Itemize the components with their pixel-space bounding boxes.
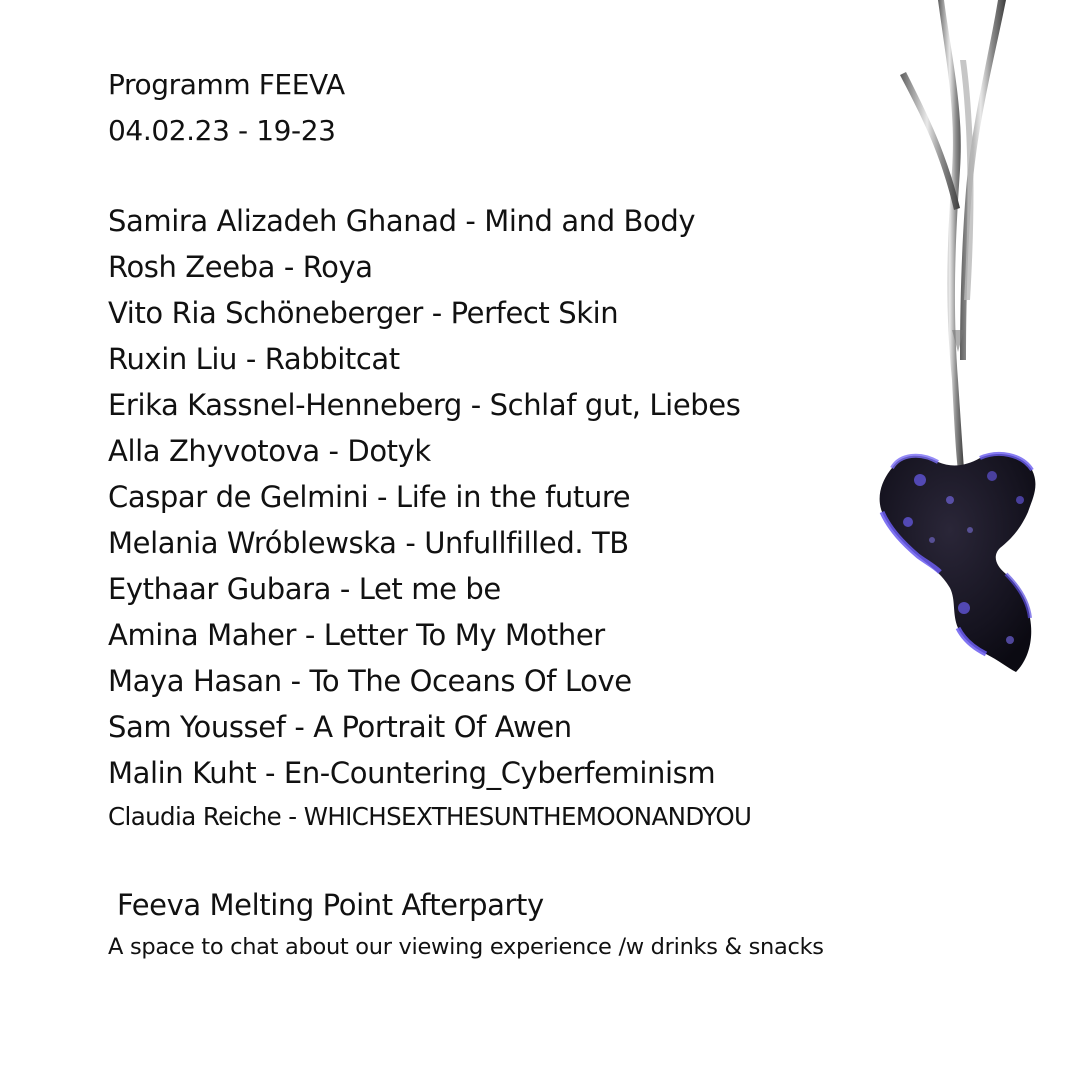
program-item: Rosh Zeeba - Roya [108,250,373,284]
afterparty-title: Feeva Melting Point Afterparty [117,888,544,922]
program-item: Caspar de Gelmini - Life in the future [108,480,631,514]
program-item: Claudia Reiche - WHICHSEXTHESUNTHEMOONANDYOU [108,802,752,831]
poster-title: Programm FEEVA [108,68,345,101]
program-item: Melania Wróblewska - Unfullfilled. TB [108,526,629,560]
program-item: Eythaar Gubara - Let me be [108,572,501,606]
program-item: Ruxin Liu - Rabbitcat [108,342,400,376]
program-item: Amina Maher - Letter To My Mother [108,618,605,652]
rock-sculpture-illustration [860,0,1080,700]
program-item: Sam Youssef - A Portrait Of Awen [108,710,572,744]
event-date: 04.02.23 - 19-23 [108,114,336,147]
program-item: Vito Ria Schöneberger - Perfect Skin [108,296,619,330]
metal-stem [900,0,1006,470]
afterparty-subtitle: A space to chat about our viewing experience /w drinks & snacks [108,934,824,960]
program-item: Samira Alizadeh Ghanad - Mind and Body [108,204,696,238]
program-item: Malin Kuht - En-Countering_Cyberfeminism [108,756,716,790]
program-item: Maya Hasan - To The Oceans Of Love [108,664,632,698]
program-item: Alla Zhyvotova - Dotyk [108,434,431,468]
dark-rock [880,454,1036,672]
program-item: Erika Kassnel-Henneberg - Schlaf gut, Liebes [108,388,741,422]
